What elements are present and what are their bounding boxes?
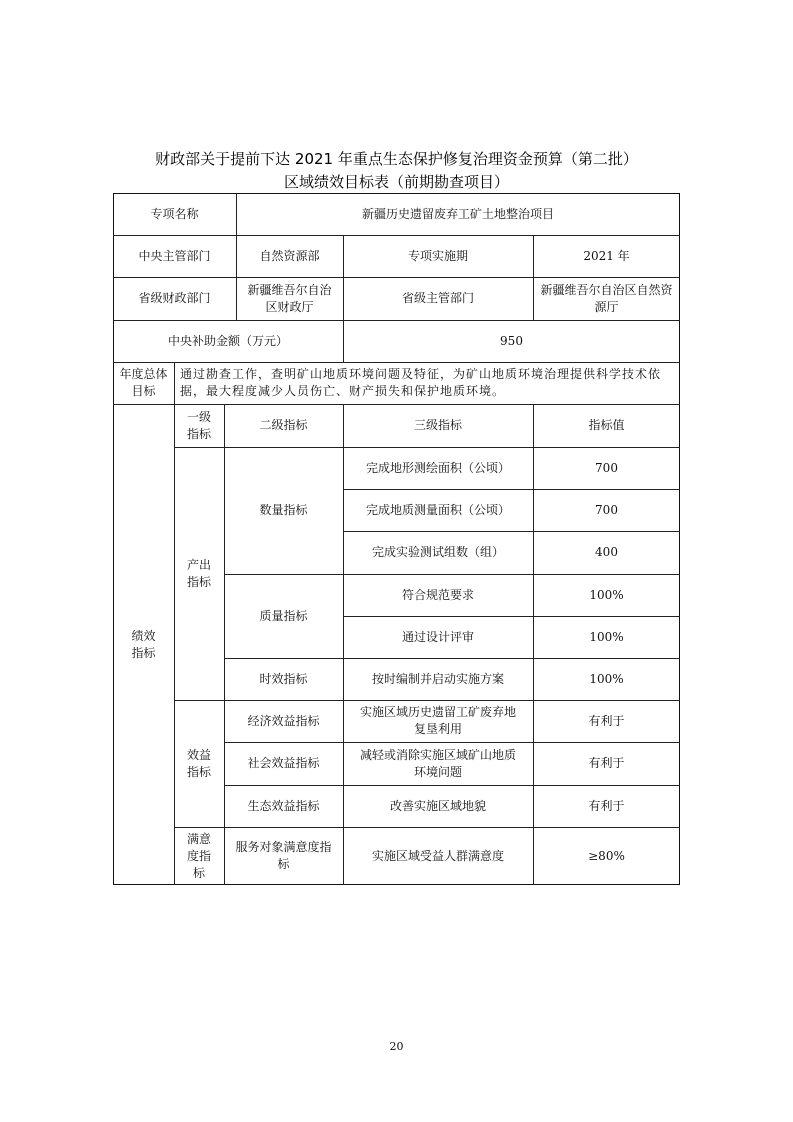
indicator-value: 有利于	[588, 756, 625, 770]
level2-social: 社会效益指标	[247, 756, 320, 770]
indicator-value: ≥80%	[588, 848, 625, 863]
level3-indicator: 完成实验测试组数（组）	[371, 545, 504, 559]
indicator-value: 有利于	[588, 713, 625, 728]
indicator-value: 400	[595, 545, 618, 559]
indicator-value: 100%	[589, 629, 624, 644]
level1-satisfaction: 满意度指标	[186, 831, 211, 880]
header-level3: 三级指标	[413, 418, 462, 432]
level3-indicator: 实施区域历史遗留工矿废弃地复垦利用	[359, 705, 516, 736]
central-dept-label: 中央主管部门	[138, 248, 211, 263]
prov-finance-value: 新疆维吾尔自治区财政厅	[247, 282, 332, 314]
indicator-value: 100%	[589, 671, 624, 686]
document-title-line1: 财政部关于提前下达 2021 年重点生态保护修复治理资金预算（第二批）	[155, 150, 638, 168]
page-number: 20	[389, 1040, 404, 1053]
level3-indicator: 完成地形测绘面积（公顷）	[365, 460, 510, 475]
annual-goal-value: 通过勘查工作，查明矿山地质环境问题及特征，为矿山地质环境治理提供科学技术依据，最大程度减少人员伤亡、财产损失和保护地质环境。	[180, 367, 662, 398]
annual-goal-label: 年度总体目标	[119, 367, 168, 398]
central-dept-value: 自然资源部	[259, 248, 320, 263]
level2-quality: 质量指标	[259, 608, 308, 623]
level2-economic: 经济效益指标	[247, 713, 320, 728]
level3-indicator: 减轻或消除实施区域矿山地质环境问题	[359, 747, 516, 779]
prov-dept-label: 省级主管部门	[401, 291, 474, 305]
header-level2: 二级指标	[259, 418, 308, 432]
period-label: 专项实施期	[407, 248, 468, 263]
period-value: 2021 年	[583, 248, 630, 263]
document-title-line2: 区域绩效目标表（前期勘查项目）	[283, 173, 509, 191]
prov-dept-value: 新疆维吾尔自治区自然资源厅	[540, 282, 673, 314]
level1-output: 产出指标	[186, 557, 211, 589]
header-level1: 一级指标	[186, 409, 211, 441]
level3-indicator: 实施区域受益人群满意度	[371, 848, 504, 863]
level3-indicator: 改善实施区域地貌	[389, 798, 486, 813]
indicator-value: 有利于	[588, 798, 625, 813]
prov-finance-label: 省级财政部门	[138, 291, 211, 305]
subsidy-value: 950	[500, 333, 523, 348]
level3-indicator: 按时编制并启动实施方案	[371, 671, 504, 686]
indicator-value: 100%	[589, 587, 624, 602]
indicator-value: 700	[595, 460, 618, 475]
level2-quantity: 数量指标	[259, 503, 308, 517]
level2-timeliness: 时效指标	[259, 671, 308, 686]
level2-service: 服务对象满意度指标	[235, 840, 332, 871]
level3-indicator: 符合规范要求	[401, 587, 474, 602]
project-name-label: 专项名称	[150, 206, 199, 221]
header-value: 指标值	[588, 418, 625, 432]
performance-indicators-label: 绩效指标	[131, 628, 156, 660]
level3-indicator: 完成地质测量面积（公顷）	[365, 502, 510, 517]
level1-benefit: 效益指标	[186, 747, 211, 779]
level3-indicator: 通过设计评审	[401, 629, 474, 644]
indicator-value: 700	[595, 502, 618, 517]
subsidy-label: 中央补助金额（万元）	[167, 333, 288, 348]
level2-ecological: 生态效益指标	[247, 798, 320, 813]
project-name-value: 新疆历史遗留废弃工矿土地整治项目	[361, 206, 554, 221]
